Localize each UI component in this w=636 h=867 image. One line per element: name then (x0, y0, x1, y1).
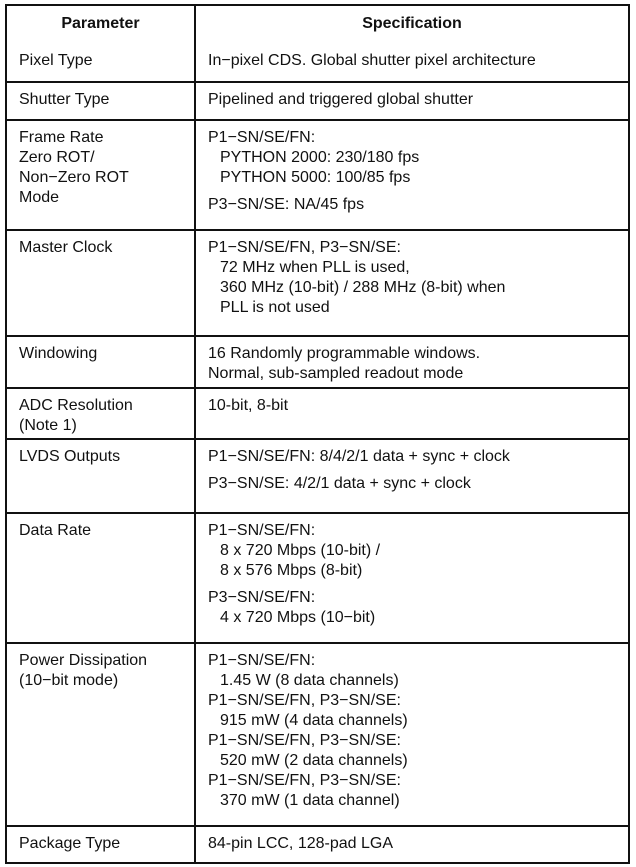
table-row (7, 512, 628, 642)
parameter-line: Mode (19, 189, 60, 206)
spec-line: 370 mW (1 data channel) (220, 792, 400, 809)
table-row (7, 438, 628, 512)
spec-line: P1−SN/SE/FN: (208, 129, 316, 146)
parameter-line: Windowing (19, 345, 98, 362)
parameter-line: Data Rate (19, 522, 92, 539)
spec-line: 8 x 720 Mbps (10-bit) / (220, 542, 381, 559)
specification-cell (196, 440, 628, 512)
spec-line: P1−SN/SE/FN, P3−SN/SE: (208, 732, 401, 749)
spec-line: P1−SN/SE/FN, P3−SN/SE: (208, 692, 401, 709)
specification-cell (196, 44, 628, 81)
spec-line: 8 x 576 Mbps (8-bit) (220, 562, 363, 579)
parameter-line: Frame Rate (19, 129, 104, 146)
spec-line: 360 MHz (10-bit) / 288 MHz (8-bit) when (220, 279, 506, 296)
parameter-line: ADC Resolution (19, 397, 133, 414)
specification-cell (196, 514, 628, 642)
parameter-line: Master Clock (19, 239, 113, 256)
table-row (7, 642, 628, 825)
specification-table (5, 4, 630, 864)
spec-line: Pipelined and triggered global shutter (208, 91, 474, 108)
parameter-line: Power Dissipation (19, 652, 148, 669)
table-row (7, 335, 628, 387)
spec-line: P3−SN/SE: NA/45 fps (208, 196, 365, 213)
spec-line: P1−SN/SE/FN: 8/4/2/1 data + sync + clock (208, 448, 510, 465)
spec-group (208, 128, 628, 188)
spec-line: P1−SN/SE/FN, P3−SN/SE: (208, 239, 401, 256)
parameter-cell (7, 440, 196, 512)
parameter-line: (10−bit mode) (19, 672, 119, 689)
spec-line: Normal, sub-sampled readout mode (208, 365, 464, 382)
table-row (7, 44, 628, 81)
parameter-cell (7, 44, 196, 81)
spec-group (208, 344, 628, 384)
spec-line: 84-pin LCC, 128-pad LGA (208, 835, 393, 852)
spec-line: P1−SN/SE/FN: (208, 652, 316, 669)
parameter-cell (7, 389, 196, 438)
spec-group (208, 51, 628, 71)
spec-line: 4 x 720 Mbps (10−bit) (220, 609, 376, 626)
specification-cell (196, 389, 628, 438)
parameter-cell (7, 514, 196, 642)
parameter-line: Zero ROT/ (19, 149, 95, 166)
spec-group (208, 238, 628, 318)
spec-line: 520 mW (2 data channels) (220, 752, 408, 769)
specification-cell (196, 644, 628, 825)
spec-line: P3−SN/SE/FN: (208, 589, 316, 606)
table-row (7, 825, 628, 862)
parameter-cell (7, 827, 196, 862)
parameter-line: LVDS Outputs (19, 448, 121, 465)
spec-line: PYTHON 5000: 100/85 fps (220, 169, 411, 186)
parameter-line: Pixel Type (19, 52, 93, 69)
header-parameter: Parameter (7, 6, 196, 44)
spec-line: PLL is not used (220, 299, 330, 316)
spec-group (208, 195, 628, 215)
spec-line: P3−SN/SE: 4/2/1 data + sync + clock (208, 475, 471, 492)
spec-group (208, 447, 628, 467)
parameter-line: Package Type (19, 835, 121, 852)
table-row (7, 387, 628, 438)
spec-line: 72 MHz when PLL is used, (220, 259, 410, 276)
parameter-cell (7, 231, 196, 335)
spec-line: 915 mW (4 data channels) (220, 712, 408, 729)
table-row (7, 81, 628, 119)
parameter-line: Shutter Type (19, 91, 110, 108)
spec-group (208, 651, 628, 811)
parameter-cell (7, 337, 196, 387)
spec-line: In−pixel CDS. Global shutter pixel architecture (208, 52, 536, 69)
spec-group (208, 474, 628, 494)
specification-cell (196, 121, 628, 229)
table-row (7, 229, 628, 335)
header-specification: Specification (362, 15, 462, 32)
specification-cell (196, 83, 628, 119)
parameter-cell (7, 121, 196, 229)
spec-line: PYTHON 2000: 230/180 fps (220, 149, 420, 166)
spec-line: 16 Randomly programmable windows. (208, 345, 481, 362)
spec-group (208, 588, 628, 628)
specification-cell (196, 827, 628, 862)
spec-line: 1.45 W (8 data channels) (220, 672, 399, 689)
specification-cell (196, 337, 628, 387)
table-header-row (7, 6, 628, 44)
spec-line: 10-bit, 8-bit (208, 397, 289, 414)
spec-group (208, 90, 628, 110)
parameter-line: (Note 1) (19, 417, 77, 434)
parameter-line: Non−Zero ROT (19, 169, 129, 186)
specification-cell (196, 231, 628, 335)
table-row (7, 119, 628, 229)
spec-group (208, 521, 628, 581)
spec-group (208, 396, 628, 416)
spec-line: P1−SN/SE/FN, P3−SN/SE: (208, 772, 401, 789)
spec-group (208, 834, 628, 854)
parameter-cell (7, 83, 196, 119)
parameter-cell (7, 644, 196, 825)
spec-line: P1−SN/SE/FN: (208, 522, 316, 539)
